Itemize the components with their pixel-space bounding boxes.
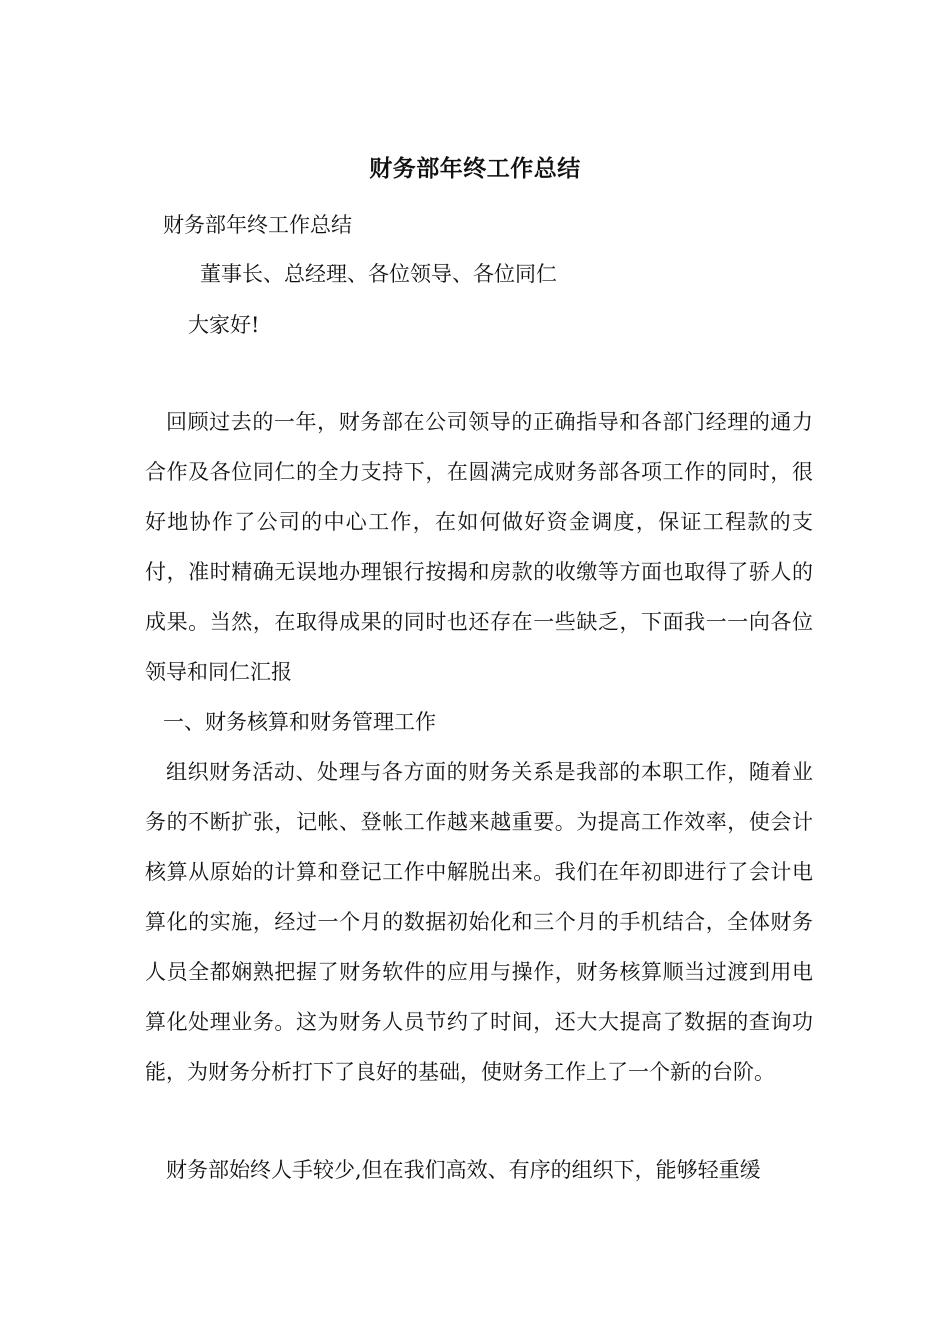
paragraph-review — [145, 397, 813, 697]
paragraph-accounting-text: 组织财务活动、处理与各方面的财务关系是我部的本职工作，随着业务的不断扩张，记帐、登帐工作越来越重要。为提高工作效率，使会计核算从原始的计算和登记工作中解脱出来。我们在年初即进行了会计电算化的实施，经过一个月的数据初始化和三个月的手机结合，全体财务人员全都娴熟把握了财务软件的应用与操作，财务核算顺当过渡到用电算化处理业务。这为财务人员节约了时间，还大大提高了数据的查询功能，为财务分析打下了良好的基础，使财务工作上了一个新的台阶。 — [145, 760, 813, 1084]
paragraph-staffing — [145, 1145, 813, 1195]
salutation-line: 董事长、总经理、各位领导、各位同仁 — [200, 262, 557, 286]
paragraph-accounting — [145, 747, 813, 1097]
greeting-line: 大家好! — [188, 313, 260, 337]
paragraph-staffing-text: 财务部始终人手较少,但在我们高效、有序的组织下，能够轻重缓 — [166, 1158, 761, 1182]
section-heading-accounting: 一、财务核算和财务管理工作 — [163, 710, 436, 734]
document-title: 财务部年终工作总结 — [369, 155, 581, 182]
paragraph-review-text: 回顾过去的一年，财务部在公司领导的正确指导和各部门经理的通力合作及各位同仁的全力支持下，在圆满完成财务部各项工作的同时，很好地协作了公司的中心工作，在如何做好资金调度，保证工程款的支付，准时精确无误地办理银行按揭和房款的收缴等方面也取得了骄人的成果。当然，在取得成果的同时也还存在一些缺乏，下面我一一向各位领导和同仁汇报 — [145, 410, 813, 684]
document-subtitle: 财务部年终工作总结 — [163, 213, 352, 237]
